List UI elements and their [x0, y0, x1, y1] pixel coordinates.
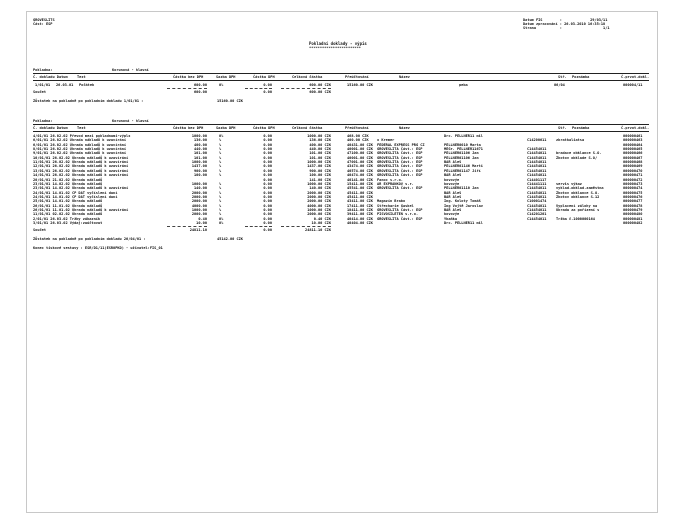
row-person: kovovýe: [444, 212, 460, 217]
sum-total: 24811.10 CZK: [305, 228, 331, 233]
row-total: 400.00 CZK: [309, 142, 331, 147]
row-transfer: 40474.00 CZK: [347, 173, 373, 178]
sum-rule-base: [167, 88, 207, 89]
row-vat: 0.00: [263, 216, 272, 221]
row-text: Počátek: [79, 83, 95, 87]
col-transfer: Přeúčtování: [345, 75, 369, 79]
row-doc-text: 12/01/01 26.02.02 Úhrada nákladů k uzavírání: [33, 164, 129, 169]
row-person: Ing. Koloty Tomáš: [444, 199, 481, 204]
row-prim-doc: 000000476: [623, 194, 643, 199]
row-transfer: 47100.00 CZK: [347, 151, 373, 156]
row-cc: C14401117: [527, 177, 547, 182]
row-vat: 0.00: [263, 160, 272, 165]
sum-rule: [245, 226, 272, 227]
row-rate: %: [219, 138, 222, 143]
col-prim-doc: Č.prvot.dokl.: [621, 126, 650, 130]
col-doc-date: Č. dokladu Datum: [33, 126, 68, 130]
row-transfer: 40431.00 CZK: [347, 142, 373, 147]
row-prim-doc: 000000475: [623, 190, 643, 195]
row-cc: C14201201: [527, 212, 547, 217]
row-total: 1000.00 CZK: [307, 134, 331, 138]
col-note: Poznámka: [572, 126, 590, 130]
col-prim-doc: Č.prvot.dokl.: [621, 75, 650, 79]
row-transfer: 45541.00 CZK: [347, 186, 373, 191]
row-total: 4000.00 CZK: [307, 203, 331, 208]
row-vat: 0.00: [263, 168, 272, 173]
col-rate: Sazba DPH: [216, 126, 236, 130]
row-cc: C14454011: [527, 216, 547, 221]
row-cc: C14454011: [527, 168, 547, 173]
row-vat: 0.00: [263, 203, 272, 208]
row-note: Tržba č.1000000164: [556, 216, 595, 221]
col-cc: Stř.: [558, 75, 567, 79]
row-person: Drc. PELLNER11 mil: [444, 134, 483, 138]
row-vat: 0.00: [263, 212, 272, 217]
row-person: MEGr. PELLNER11671: [444, 147, 483, 152]
row-base: 4000.00: [191, 203, 207, 208]
col-vat: Částka DPH: [253, 75, 275, 79]
row-prim-doc: 000000471: [623, 173, 643, 178]
row-rate: %: [219, 199, 222, 204]
row-transfer: 45411.00 CZK: [347, 190, 373, 195]
unit-name: Část: ESP: [33, 22, 53, 26]
balance-text-2: Zůstatek na pokladně po pokladním dokladu 26/04/01 :: [33, 237, 146, 242]
row-company: GROVESLITA Část.: ESP: [377, 173, 423, 178]
row-company: GROVESLITA Část.: ESP: [377, 164, 423, 169]
row-rate: %: [219, 173, 222, 178]
row-cc: C14200611: [527, 138, 547, 143]
row-rate: 0%: [219, 216, 224, 221]
row-vat: 0.00: [263, 83, 272, 87]
cashbox-name-2: Korunová - hlavní: [112, 119, 149, 123]
row-doc-text: 23/01/01 14.02.02 Úhrada nákladů: [33, 181, 103, 186]
sum-base: 600.00: [194, 90, 207, 94]
row-date: 26.03.01: [56, 83, 74, 87]
row-total: 2000.00 CZK: [307, 199, 331, 204]
row-rate: %: [219, 207, 222, 212]
row-doc-text: 14/01/01 26.02.02 Úhrada nákladů k uzavírání: [33, 173, 129, 178]
row-base: 0.40: [198, 216, 207, 221]
col-base: Částka bez DPH: [173, 126, 204, 130]
row-total: 100.00 CZK: [309, 173, 331, 178]
row-transfer: 39411.00 CZK: [347, 212, 373, 217]
row-transfer: 43474.00 CZK: [347, 164, 373, 169]
section2-header-rule: [33, 131, 649, 132]
row-vat: 0.00: [263, 142, 272, 147]
row-person: BAR Aleš: [444, 194, 462, 199]
row-doc-text: 13/01/01 26.02.02 Úhrada nákladů k uzavírání: [33, 168, 129, 173]
row-doc-text: 6/01/01 26.02.02 Úhrada nákladů k uzavírání: [33, 138, 127, 143]
row-rate: %: [219, 190, 222, 195]
row-prim-doc: 000000461: [623, 134, 643, 138]
row-doc-text: 4/01/01 26.02.02 Převod mezi pokladnami-výplx: [33, 134, 131, 138]
row-base: 136.00: [194, 138, 207, 143]
row-doc-text: 20/01/01 21.02.02 Úhrada nákladů: [33, 177, 103, 182]
section1-top-rule: [33, 73, 649, 74]
row-doc-text: 24/01/01 14.01.02 CP DAT vyčíslení daní: [33, 190, 118, 195]
sum-total: 600.00 CZK: [309, 90, 331, 94]
row-company: Střecharie Gaskel: [377, 203, 414, 208]
col-base: Částka bez DPH: [173, 75, 204, 79]
row-doc-text: 9/01/01 26.02.02 Úhrada nákladů k uzavírání: [33, 151, 127, 156]
row-doc-text: 26/01/01 11.01.02 Úhrada nákladů k uzavírání: [33, 207, 129, 212]
row-note: Zhotov obklade S.O/: [556, 155, 598, 160]
sum-rule: [167, 226, 207, 227]
row-company: GROVESLITA Část.: ESP: [377, 168, 423, 173]
row-rate: %: [219, 160, 222, 165]
row-base: 101.00: [194, 155, 207, 160]
sum-rule: [281, 226, 331, 227]
row-base: 2000.00: [191, 199, 207, 204]
row-doc-text: 2/01/01 26.03.02 Tržby zákazník: [33, 216, 101, 221]
row-note: zkratkaliatsa: [556, 138, 585, 143]
row-person: Drc. PELLNER11 mil: [444, 221, 483, 225]
row-vat: 0.00: [263, 194, 272, 199]
row-prim-doc: 000000477: [623, 199, 643, 204]
row-total: 10.00 CZK: [311, 221, 331, 225]
row-cc: C14454011: [527, 207, 547, 212]
row-person: PELLNER01106 Jan: [444, 151, 479, 156]
row-doc-number: 1/01/01: [35, 83, 51, 87]
row-transfer: 468.00 CZK: [347, 134, 369, 138]
row-vat: 0.00: [263, 151, 272, 156]
row-prim-doc: 000000478: [623, 203, 643, 208]
row-transfer: 40404.00 CZK: [347, 221, 373, 225]
row-company: GROVESLITA Část.: ESP: [377, 160, 423, 165]
row-base: 2000.00: [191, 194, 207, 199]
row-transfer: 400.00 CZK: [347, 138, 369, 143]
sum-rule-vat: [245, 88, 272, 89]
row-rate: %: [219, 212, 222, 217]
row-company: Fanoc s.r.o.: [377, 177, 403, 182]
row-vat: 0.00: [263, 177, 272, 182]
section2-top-rule: [33, 124, 649, 125]
sum-label: Součet: [33, 90, 46, 94]
row-rate: %: [219, 164, 222, 169]
row-base: 600.00: [194, 83, 207, 87]
row-transfer: 40414.00 CZK: [347, 216, 373, 221]
row-total: 101.00 CZK: [309, 151, 331, 156]
row-person: Ing Vojtě Jaroslav: [444, 203, 483, 208]
balance-value-1: 15160.00 CZK: [217, 99, 243, 103]
row-doc-text: 11/01/01 02.02.02 Úhrada nákladů: [33, 212, 103, 217]
row-note: Zhotov obklance S.O.: [556, 190, 600, 195]
row-prim-doc: 000000479: [623, 207, 643, 212]
balance-text-1: Zůstatek na pokladně po pokladním dokladu 1/01/01 :: [33, 99, 144, 103]
meta-line-3: Strana : 1/1: [523, 26, 610, 30]
row-total: 2000.00 CZK: [307, 190, 331, 195]
row-transfer: 45411.00 CZK: [347, 194, 373, 199]
row-prim-doc: 000000472: [623, 177, 643, 182]
balance-value-2: 45142.00 CZK: [217, 237, 243, 242]
row-company: GROVESLITA Část.: ESP: [377, 147, 423, 152]
row-base: 400.00: [194, 142, 207, 147]
row-total: 1437.00 CZK: [307, 164, 331, 169]
row-transfer: 15411.00 CZK: [347, 181, 373, 186]
col-name: Název: [399, 126, 410, 130]
row-rate: 0%: [219, 221, 224, 225]
row-cc: C14441111: [527, 181, 547, 186]
row-base: 140.00: [194, 186, 207, 191]
row-note: servis výkaz: [556, 181, 582, 186]
row-vat: 0.00: [263, 221, 272, 225]
row-person: BAR Aleš: [444, 207, 462, 212]
row-company: GROVESLITA Část.: ESP: [377, 155, 423, 160]
row-rate: 0%: [219, 134, 224, 138]
row-total: 136.00 CZK: [309, 138, 331, 143]
row-base: 900.00: [194, 168, 207, 173]
row-total: 140.00 CZK: [309, 186, 331, 191]
row-vat: 0.00: [263, 134, 272, 138]
row-cc: C14454011: [527, 186, 547, 191]
row-rate: %: [219, 168, 222, 173]
row-prim-doc: 000000481: [623, 216, 643, 221]
row-rate: %: [219, 142, 222, 147]
row-person: BAR Aleš: [444, 173, 462, 178]
row-company: PISVOSILETEN s.r.o.: [377, 212, 419, 217]
row-note: Vyplacení zálohy na: [556, 203, 598, 208]
row-cc: C14454011: [527, 151, 547, 156]
row-cc: C14454011: [527, 190, 547, 195]
row-person: peba: [459, 83, 468, 87]
report-page: [26, 11, 658, 513]
row-transfer: 40001.00 CZK: [347, 155, 373, 160]
row-prim-doc: 000000467: [623, 155, 643, 160]
row-vat: 0.00: [263, 138, 272, 143]
row-cc: C14454011: [527, 203, 547, 208]
row-prim-doc: 000000474: [623, 186, 643, 191]
row-total: 0.40 CZK: [313, 216, 331, 221]
col-total: Celková částka: [292, 126, 323, 130]
row-transfer: 40574.00 CZK: [347, 168, 373, 173]
row-vat: 0.00: [263, 173, 272, 178]
row-cc: C14454011: [527, 160, 547, 165]
row-person: PELLNER01106 Jan: [444, 155, 479, 160]
title-underline: ************************: [309, 46, 361, 50]
sum-row-2: [27, 228, 657, 232]
row-vat: 0.00: [263, 207, 272, 212]
row-base: 100.00: [194, 173, 207, 178]
row-company: GROVESLITA Část.: ESP: [377, 186, 423, 191]
row-person: PELLNER0010 Marta: [444, 142, 481, 147]
row-prim-doc: 000000480: [623, 212, 643, 217]
row-transfer: 47001.00 CZK: [347, 160, 373, 165]
meta-line-1: Datum FIS : 29/03/11: [523, 18, 608, 22]
row-prim-doc: 000004/11: [623, 83, 643, 87]
row-rate: %: [219, 155, 222, 160]
row-prim-doc: 000000466: [623, 151, 643, 156]
row-doc-text: 10/01/01 26.02.02 Úhrada nákladů k uzavírání: [33, 155, 129, 160]
row-total: 1000.00 CZK: [307, 181, 331, 186]
row-person: PELLNER01110 Jan: [444, 186, 479, 191]
row-company: FEDERAL EXPRESS PRG CZ: [377, 142, 425, 147]
row-base: 2000.00: [191, 212, 207, 217]
row-person: BAR Aleš: [444, 190, 462, 195]
row-prim-doc: 000000470: [623, 168, 643, 173]
row-company: x Kremer: [377, 138, 395, 143]
row-prim-doc: 000000468: [623, 160, 643, 165]
col-name: Název: [399, 75, 410, 79]
row-prim-doc: 000000473: [623, 181, 643, 186]
row-total: 440.00 CZK: [309, 147, 331, 152]
row-company: GROVESLITA Část.: ESP: [377, 207, 423, 212]
row-cc: C10001474: [527, 199, 547, 204]
row-transfer: 18411.00 CZK: [347, 207, 373, 212]
report-footer: Konec tiskové sestavy : ESR/D1/11(ESR0PKD) - uživatel:FIS_01: [33, 246, 163, 251]
col-text: Text: [77, 126, 86, 130]
cashbox-name-1: Korunová - hlavní: [112, 68, 149, 72]
row-note: vyklad.obklad.zaměstna: [556, 186, 604, 191]
table-row: [27, 83, 657, 87]
row-base: 2000.00: [191, 190, 207, 195]
row-person: BAR Aleš: [444, 160, 462, 165]
row-doc-text: 24/01/01 14.01.02 CP DAT vyčíslení daní: [33, 194, 118, 199]
sum-vat: 0.00: [263, 228, 272, 233]
row-vat: 0.00: [263, 164, 272, 169]
row-total: 2000.00 CZK: [307, 194, 331, 199]
row-base: 101.00: [194, 151, 207, 156]
row-rate: %: [219, 151, 222, 156]
row-base: 440.00: [194, 147, 207, 152]
col-transfer: Přeúčtování: [345, 126, 369, 130]
row-rate: %: [219, 147, 222, 152]
row-company: GROVESLITA Část.: ESP: [377, 151, 423, 156]
row-person: PELLNER01146 Marti: [444, 164, 483, 169]
row-prim-doc: 000000465: [623, 147, 643, 152]
row-vat: 0.00: [263, 147, 272, 152]
row-person: kovovýe: [444, 181, 460, 186]
company-name: GROVESLITS: [33, 18, 55, 22]
row-cc: C14454011: [527, 194, 547, 199]
sum-base: 24811.10: [189, 228, 207, 233]
row-doc-text: 11/01/01 26.02.02 Úhrada nákladů k uzavírání: [33, 160, 129, 165]
cashbox-label-1: Pokladna:: [33, 68, 53, 72]
row-cc: C14454011: [527, 164, 547, 169]
col-doc-date: Č. dokladu Datum: [33, 75, 68, 79]
row-vat: 0.00: [263, 181, 272, 186]
row-base: 1437.00: [191, 164, 207, 169]
row-rate: %: [219, 181, 222, 186]
row-rate: %: [219, 186, 222, 191]
sum-row-1: [27, 90, 657, 94]
col-note: Poznámka: [572, 75, 590, 79]
meta-line-2: Datum zpracování : 26.03.2010 16:35:18: [523, 22, 606, 26]
row-prim-doc: 000000463: [623, 138, 643, 143]
row-rate: %: [219, 194, 222, 199]
row-note: 06/04: [554, 83, 565, 87]
row-cc: C14454011: [527, 147, 547, 152]
row-note: bradace obklance S.O.: [556, 151, 602, 156]
row-company: AR EXPRANKOV s.r.: [377, 181, 414, 186]
row-note: Zhotov obklance S.12: [556, 194, 600, 199]
row-total: 1000.00 CZK: [307, 207, 331, 212]
col-total: Celková částka: [292, 75, 323, 79]
row-person: kovovýe: [444, 177, 460, 182]
row-transfer: 17411.00 CZK: [347, 203, 373, 208]
row-transfer: 40141.00 CZK: [347, 177, 373, 182]
row-company: GROVESLITA Část.: ESP: [377, 216, 423, 221]
row-total: 141.00 CZK: [309, 177, 331, 182]
col-vat: Částka DPH: [253, 126, 275, 130]
sum-vat: 0.00: [263, 90, 272, 94]
col-rate: Sazba DPH: [216, 75, 236, 79]
row-base: 1000.00: [191, 160, 207, 165]
row-cc: C14454011: [527, 173, 547, 178]
report-title: Pokladní doklady - výpis: [309, 41, 367, 46]
row-total: 101.00 CZK: [309, 155, 331, 160]
row-note: Úhrada za pořízení s: [556, 207, 600, 212]
row-base: 1000.00: [191, 181, 207, 186]
row-transfer: 43411.00 CZK: [347, 199, 373, 204]
row-doc-text: 6/01/01 26.02.02 Úhrada nákladů k uzavírání: [33, 142, 127, 147]
row-person: PELLNER01147 Jiří: [444, 168, 481, 173]
row-doc-text: 26/01/01 11.01.02 Úhrada nákladů: [33, 203, 103, 208]
row-total: 600.00 CZK: [309, 83, 331, 87]
row-vat: 0.00: [263, 190, 272, 195]
sum-rule-total: [281, 88, 331, 89]
row-person: Yhaňka: [444, 216, 457, 221]
row-doc-text: 23/01/01 14.02.02 Úhrada nákladů k uzavírání: [33, 186, 129, 191]
row-total: 900.00 CZK: [309, 168, 331, 173]
row-cc: C14454011: [527, 155, 547, 160]
col-cc: Stř.: [558, 126, 567, 130]
row-vat: 0.00: [263, 199, 272, 204]
table-row: [27, 221, 657, 225]
row-base: 10.00: [196, 221, 207, 225]
row-doc-text: 8/01/01 26.02.02 Úhrada nákladů k uzavírání: [33, 147, 127, 152]
row-total: 1000.00 CZK: [307, 160, 331, 165]
cashbox-label-2: Pokladna:: [33, 119, 53, 123]
row-prim-doc: 000000482: [623, 221, 643, 225]
section1-header-rule: [33, 80, 649, 81]
row-rate: 0%: [219, 83, 224, 87]
row-transfer: 15160.00 CZK: [347, 83, 373, 87]
row-vat: 0.00: [263, 186, 272, 191]
row-doc-text: 3/01/01 26.03.02 Výdaj:zaúčtovat: [33, 221, 103, 225]
row-doc-text: 25/01/01 14.01.02 Úhrada nákladů: [33, 199, 103, 204]
row-base: 1000.00: [191, 134, 207, 138]
col-text: Text: [77, 75, 86, 79]
row-prim-doc: 000000469: [623, 164, 643, 169]
row-prim-doc: 000000464: [623, 142, 643, 147]
sum-label: Součet: [33, 228, 46, 233]
row-company: Magazín Brabo: [377, 199, 406, 204]
row-total: 2000.00 CZK: [307, 212, 331, 217]
row-rate: %: [219, 203, 222, 208]
row-transfer: 40001.00 CZK: [347, 147, 373, 152]
row-base: 1000.00: [191, 207, 207, 212]
row-vat: 0.00: [263, 155, 272, 160]
